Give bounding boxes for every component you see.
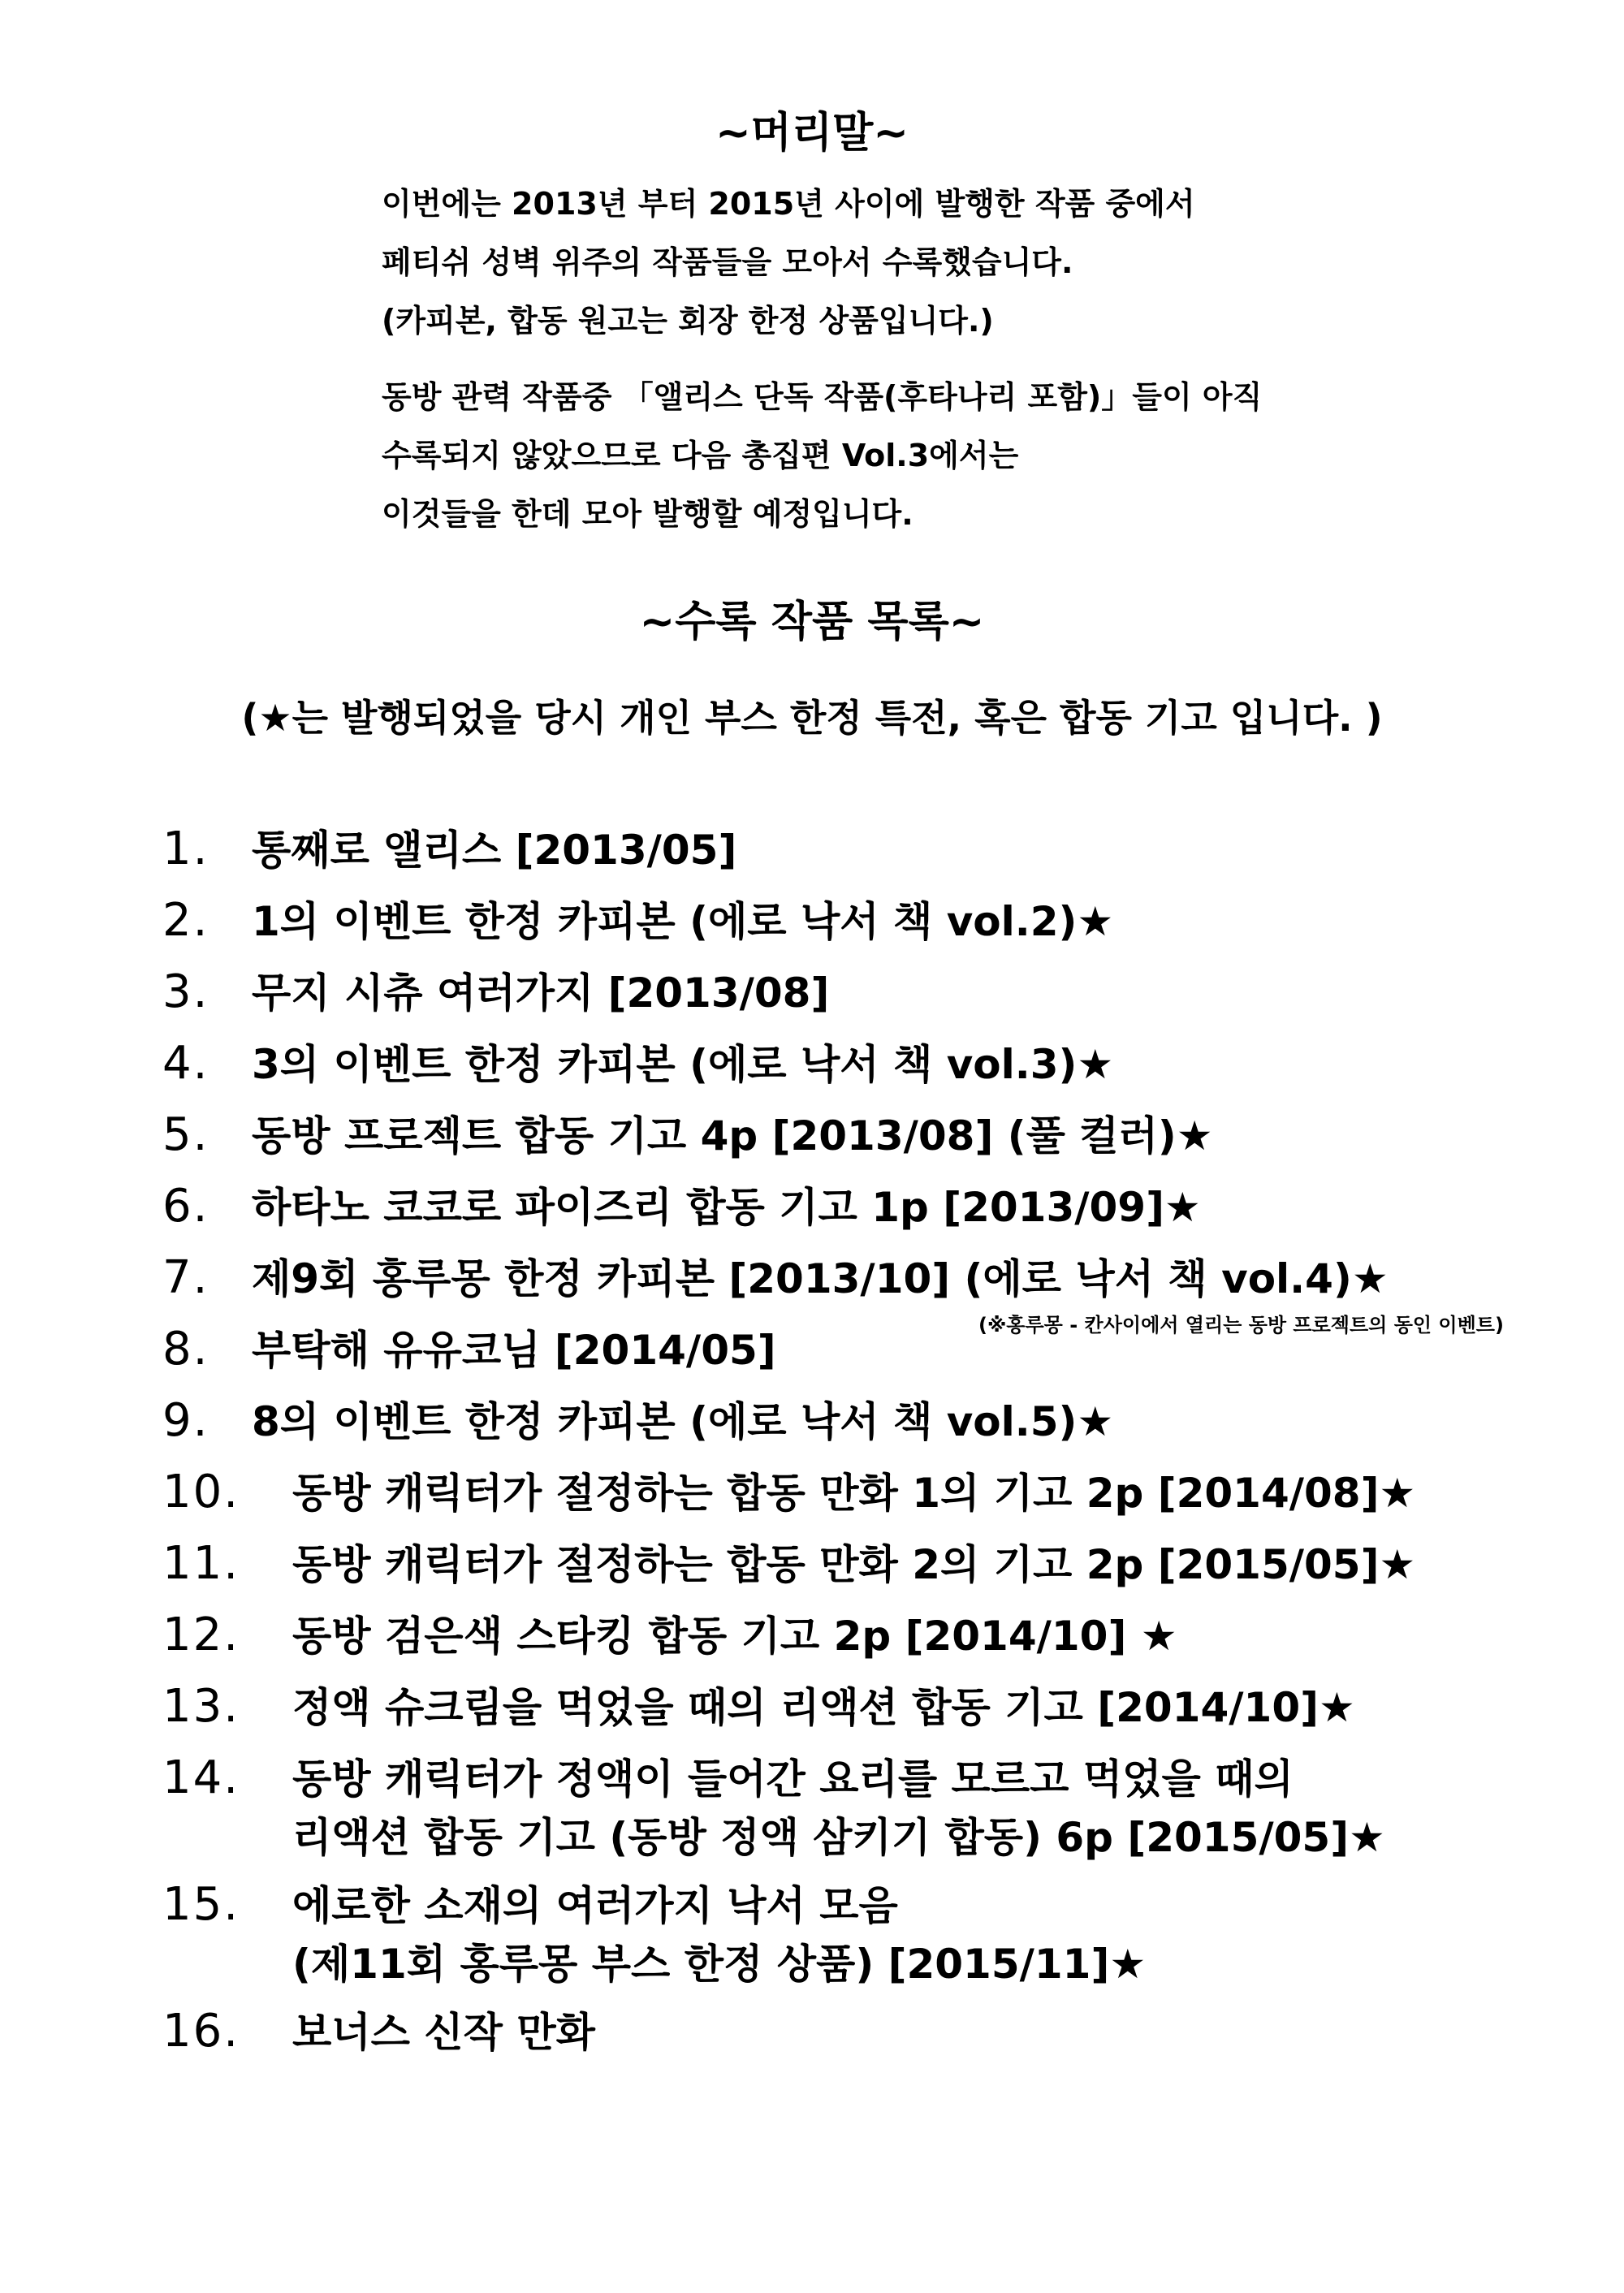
star-note: (★는 발행되었을 당시 개인 부스 한정 특전, 혹은 합동 기고 입니다. ) — [241, 696, 1383, 740]
item-number: 1. — [162, 823, 209, 875]
item-number: 2. — [162, 894, 209, 947]
item-number: 14. — [162, 1751, 240, 1804]
list-item — [162, 1751, 1385, 1861]
list-item — [162, 1323, 776, 1375]
list-item — [162, 1251, 1389, 1304]
item-number: 3. — [162, 965, 209, 1018]
item-text: 1의 이벤트 한정 카피본 (에로 낙서 책 vol.2)★ — [252, 898, 1114, 945]
list-item — [162, 894, 1114, 947]
list-item — [162, 1037, 1114, 1090]
item-text: 에로한 소재의 여러가지 낙서 모음 — [292, 1882, 898, 1929]
list-heading: ~수록 작품 목록~ — [639, 598, 985, 646]
preface-line: 동방 관력 작품중 「앨리스 단독 작품(후타나리 포함)」들이 아직 — [382, 379, 1263, 415]
item-text: 동방 캐릭터가 절정하는 합동 만화 2의 기고 2p [2015/05]★ — [292, 1541, 1416, 1588]
item-number: 16. — [162, 2005, 240, 2058]
item-text: 통째로 앨리스 [2013/05] — [252, 827, 737, 874]
item-number: 6. — [162, 1180, 209, 1233]
preface-line: 수록되지 않았으므로 다음 총집편 Vol.3에서는 — [382, 438, 1019, 473]
preface-line: 이것들을 한데 모아 발행할 예정입니다. — [382, 496, 914, 532]
list-item — [162, 1394, 1114, 1447]
item-text: 무지 시츄 여러가지 [2013/08] — [252, 969, 830, 1017]
item-text: 정액 슈크림을 먹었을 때의 리액션 합동 기고 [2014/10]★ — [292, 1684, 1355, 1731]
item-number: 15. — [162, 1878, 240, 1931]
preface-line: 페티쉬 성벽 위주의 작품들을 모아서 수록했습니다. — [382, 244, 1073, 280]
item-number: 7. — [162, 1251, 209, 1304]
preface-line: 이번에는 2013년 부터 2015년 사이에 발행한 작품 중에서 — [382, 186, 1195, 222]
list-item — [162, 1108, 1213, 1161]
item-number: 10. — [162, 1466, 240, 1518]
item-text: 3의 이벤트 한정 카피본 (에로 낙서 책 vol.3)★ — [252, 1041, 1114, 1088]
item-number: 12. — [162, 1609, 240, 1661]
list-item — [162, 1466, 1416, 1518]
preface-heading: ~머리말~ — [715, 109, 909, 158]
item-number: 13. — [162, 1680, 240, 1733]
item-text-continued: (제11회 홍루몽 부스 한정 상품) [2015/11]★ — [292, 1941, 1147, 1988]
item-text: 동방 프로젝트 합동 기고 4p [2013/08] (풀 컬러)★ — [252, 1112, 1213, 1159]
item-text: 하타노 코코로 파이즈리 합동 기고 1p [2013/09]★ — [252, 1184, 1201, 1231]
item-text: 동방 캐릭터가 정액이 들어간 요리를 모르고 먹었을 때의 — [292, 1755, 1294, 1803]
item-text: 제9회 홍루몽 한정 카피본 [2013/10] (에로 낙서 책 vol.4)★ — [252, 1255, 1389, 1302]
item-text: 동방 검은색 스타킹 합동 기고 2p [2014/10] ★ — [292, 1613, 1177, 1660]
item-text: 8의 이벤트 한정 카피본 (에로 낙서 책 vol.5)★ — [252, 1398, 1114, 1445]
list-item — [162, 1180, 1201, 1233]
list-item — [162, 965, 830, 1018]
item-number: 11. — [162, 1537, 240, 1590]
item-number: 9. — [162, 1394, 209, 1447]
footnote: (※홍루몽 - 칸사이에서 열리는 동방 프로젝트의 동인 이벤트) — [978, 1314, 1504, 1337]
list-item — [162, 1609, 1177, 1661]
item-number: 8. — [162, 1323, 209, 1375]
list-item — [162, 1680, 1355, 1733]
item-number: 5. — [162, 1108, 209, 1161]
list-item — [162, 1537, 1416, 1590]
list-item — [162, 2005, 595, 2058]
item-number: 4. — [162, 1037, 209, 1090]
item-text: 보너스 신작 만화 — [292, 2009, 595, 2056]
list-item — [162, 823, 737, 875]
list-item — [162, 1878, 1147, 1988]
item-text: 동방 캐릭터가 절정하는 합동 만화 1의 기고 2p [2014/08]★ — [292, 1470, 1416, 1517]
item-text-continued: 리액션 합동 기고 (동방 정액 삼키기 합동) 6p [2015/05]★ — [292, 1814, 1385, 1861]
item-text: 부탁해 유유코님 [2014/05] — [252, 1327, 776, 1374]
preface-line: (카피본, 합동 원고는 회장 한정 상품입니다.) — [382, 303, 994, 339]
